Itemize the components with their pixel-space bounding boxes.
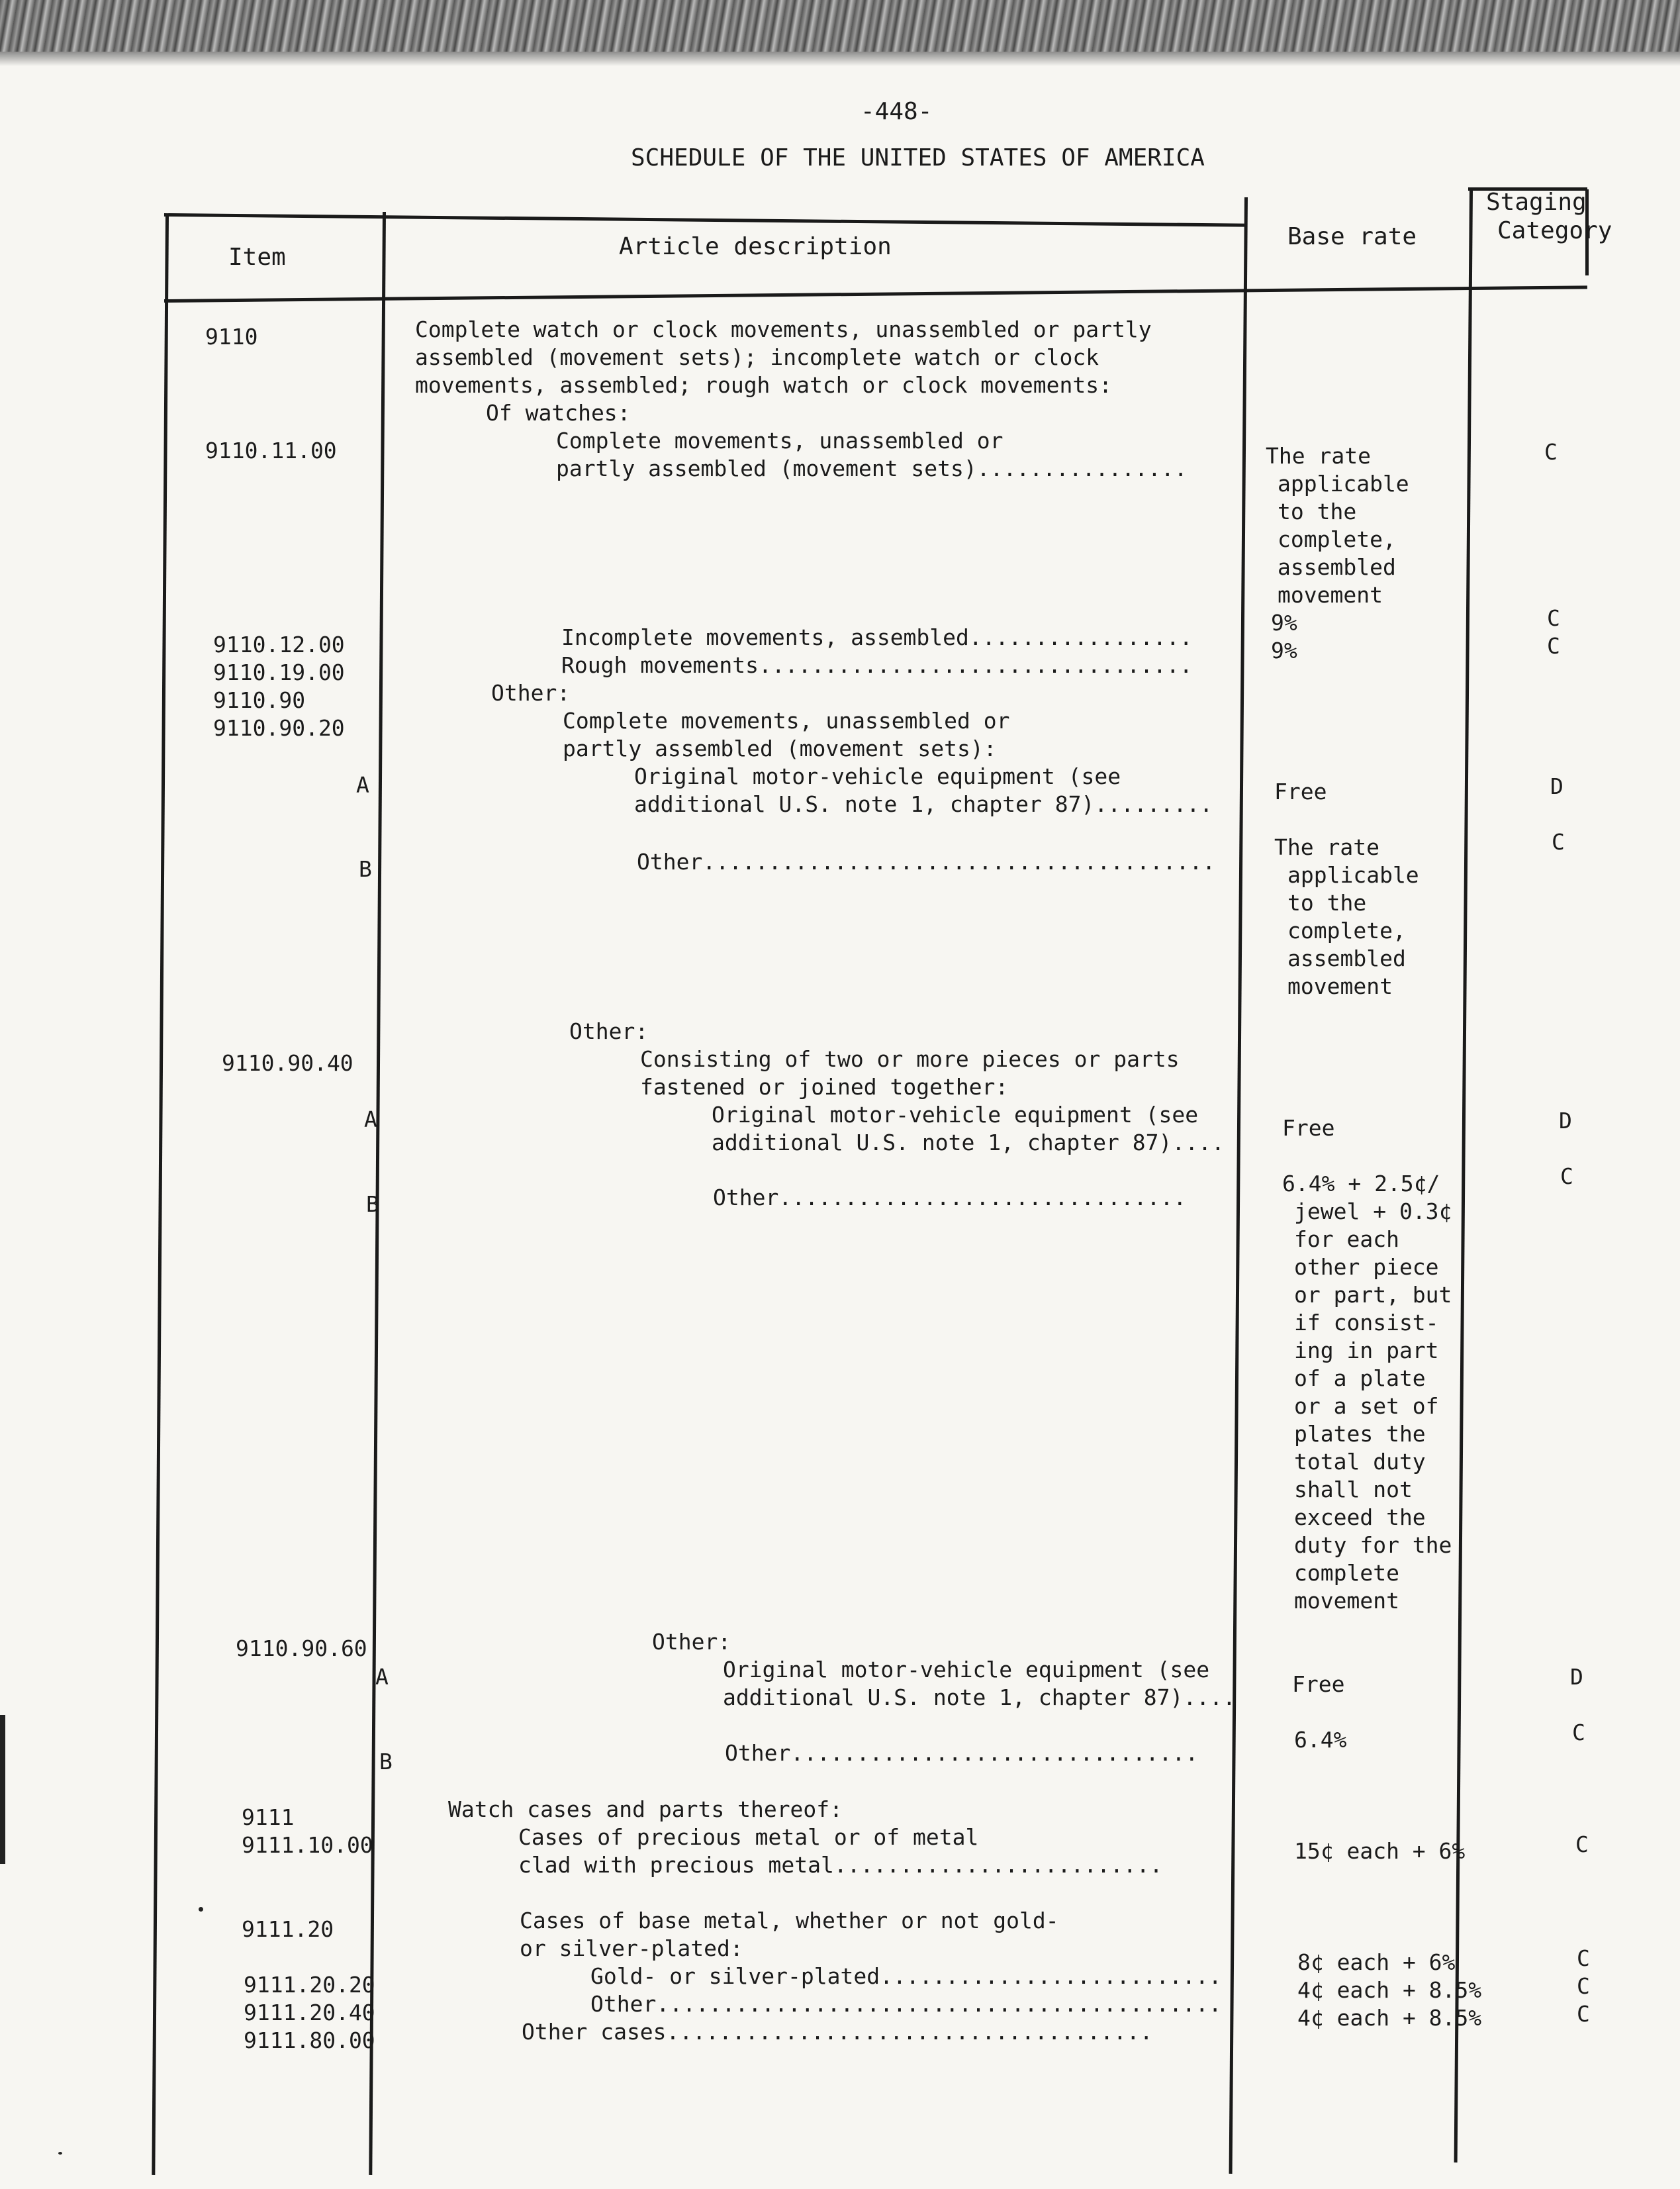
base-rate-line: jewel + 0.3¢ [1294, 1198, 1452, 1224]
base-rate-line: 6.4% [1294, 1727, 1347, 1753]
base-rate-line: 4¢ each + 8.5% [1297, 2005, 1482, 2031]
article-description-line: Cases of precious metal or of metal [518, 1824, 979, 1850]
staging-category: C [1577, 1945, 1590, 1971]
base-rate-line: complete [1294, 1560, 1399, 1586]
page-number: -448- [861, 98, 933, 125]
item-code: 9110.90.60 [236, 1635, 367, 1661]
base-rate-line: Free [1282, 1115, 1335, 1141]
article-description-line: assembled (movement sets); incomplete watch or clock [415, 344, 1099, 370]
base-rate-line: complete, [1287, 918, 1406, 944]
base-rate-line: duty for the [1294, 1532, 1452, 1558]
col-header-description: Article description [619, 233, 892, 260]
item-code: A [356, 772, 369, 798]
article-description-line: Other....................................... [637, 849, 1216, 875]
item-code: 9111.20 [242, 1916, 334, 1942]
article-description-line: Complete movements, unassembled or [563, 708, 1010, 734]
article-description-line: Other............................... [713, 1185, 1187, 1210]
article-description-line: partly assembled (movement sets): [563, 736, 997, 761]
staging-category: C [1547, 633, 1560, 659]
item-code: A [375, 1664, 389, 1690]
column-rule-1 [152, 215, 169, 2175]
item-code: 9111.10.00 [242, 1832, 373, 1858]
base-rate-line: or a set of [1294, 1393, 1439, 1419]
item-code: 9110 [205, 324, 258, 350]
staging-category: D [1559, 1108, 1572, 1134]
base-rate-line: 4¢ each + 8.5% [1297, 1977, 1482, 2003]
article-description-line: Complete watch or clock movements, unassembled or partly [415, 316, 1152, 342]
base-rate-line: movement [1287, 973, 1393, 999]
base-rate-line: for each [1294, 1226, 1399, 1252]
staging-category: C [1547, 605, 1560, 631]
article-description-line: Complete movements, unassembled or [556, 428, 1003, 454]
col-header-staging: Staging [1486, 189, 1587, 216]
item-code: 9110.12.00 [213, 632, 345, 657]
article-description-line: additional U.S. note 1, chapter 87).... [712, 1130, 1225, 1155]
article-description-line: Cases of base metal, whether or not gold- [520, 1908, 1059, 1933]
base-rate-line: movement [1278, 582, 1383, 608]
base-rate-line: The rate [1274, 834, 1379, 860]
staging-category: C [1575, 1831, 1589, 1857]
base-rate-line: to the [1287, 890, 1367, 916]
article-description-line: Of watches: [486, 400, 631, 426]
article-description-line: Original motor-vehicle equipment (see [634, 763, 1121, 789]
base-rate-line: 9% [1271, 610, 1297, 636]
page-title: SCHEDULE OF THE UNITED STATES OF AMERICA [631, 144, 1205, 171]
article-description-line: Other........................................... [590, 1991, 1222, 2017]
article-description-line: fastened or joined together: [640, 1074, 1009, 1100]
base-rate-line: 6.4% + 2.5¢/ [1282, 1171, 1440, 1196]
article-description-line: Other............................... [725, 1740, 1199, 1766]
base-rate-line: to the [1278, 499, 1357, 524]
item-code: 9110.90.20 [213, 715, 345, 741]
item-code: B [366, 1191, 379, 1217]
base-rate-line: other piece [1294, 1254, 1439, 1280]
col-header-item: Item [228, 244, 286, 271]
column-rule-3 [1229, 197, 1248, 2174]
staging-category: D [1550, 773, 1563, 799]
item-code: 9110.19.00 [213, 659, 345, 685]
base-rate-line: of a plate [1294, 1365, 1426, 1391]
base-rate-line: 9% [1271, 638, 1297, 663]
col-header-category: Category [1497, 217, 1612, 244]
base-rate-line: or part, but [1294, 1282, 1452, 1308]
item-code: B [359, 856, 372, 882]
base-rate-line: applicable [1287, 862, 1419, 888]
staging-category: C [1560, 1163, 1573, 1189]
staging-category: C [1544, 439, 1558, 465]
article-description-line: Rough movements................................. [561, 652, 1193, 678]
base-rate-line: exceed the [1294, 1504, 1426, 1530]
base-rate-line: if consist- [1294, 1310, 1439, 1336]
article-description-line: Other: [652, 1629, 731, 1655]
base-rate-line: 15¢ each + 6% [1294, 1838, 1466, 1864]
article-description-line: Other cases..................................... [522, 2019, 1153, 2045]
article-description-line: Other: [491, 680, 571, 706]
base-rate-line: total duty [1294, 1449, 1426, 1475]
item-code: 9110.90 [213, 687, 306, 713]
col-header-base-rate: Base rate [1287, 223, 1417, 250]
base-rate-line: plates the [1294, 1421, 1426, 1447]
item-code: 9111 [242, 1804, 295, 1830]
base-rate-line: applicable [1278, 471, 1409, 497]
article-description-line: clad with precious metal......................... [518, 1852, 1163, 1878]
table-top-rule-left [164, 213, 1244, 227]
base-rate-line: assembled [1278, 554, 1396, 580]
item-code: A [364, 1106, 377, 1132]
staging-category: D [1570, 1664, 1583, 1690]
article-description-line: Other: [569, 1018, 649, 1044]
staging-category: C [1572, 1720, 1585, 1745]
base-rate-line: The rate [1266, 443, 1371, 469]
article-description-line: or silver-plated: [520, 1935, 743, 1961]
base-rate-line: ing in part [1294, 1338, 1439, 1363]
base-rate-line: Free [1292, 1671, 1345, 1697]
base-rate-line: shall not [1294, 1477, 1413, 1502]
base-rate-line: 8¢ each + 6% [1297, 1949, 1456, 1975]
staging-category: C [1552, 829, 1565, 855]
article-description-line: Gold- or silver-plated.......................... [590, 1963, 1222, 1989]
stray-mark [58, 2152, 62, 2155]
table-header-rule [164, 285, 1587, 303]
base-rate-line: Free [1274, 779, 1327, 804]
staging-category: C [1577, 2001, 1590, 2027]
article-description-line: additional U.S. note 1, chapter 87).... [723, 1684, 1236, 1710]
item-code: 9111.80.00 [244, 2027, 375, 2053]
article-description-line: Original motor-vehicle equipment (see [712, 1102, 1199, 1128]
base-rate-line: movement [1294, 1588, 1399, 1614]
scan-mark [0, 1715, 5, 1864]
article-description-line: partly assembled (movement sets)................ [556, 456, 1188, 481]
base-rate-line: assembled [1287, 946, 1406, 971]
article-description-line: additional U.S. note 1, chapter 87)......... [634, 791, 1213, 817]
stray-mark [199, 1907, 203, 1912]
article-description-line: Consisting of two or more pieces or parts [640, 1046, 1180, 1072]
item-code: 9111.20.40 [244, 2000, 375, 2025]
staging-category: C [1577, 1973, 1590, 1999]
item-code: B [379, 1749, 393, 1775]
article-description-line: Watch cases and parts thereof: [448, 1796, 843, 1822]
scan-edge [0, 0, 1680, 52]
column-rule-4 [1454, 189, 1473, 2163]
article-description-line: movements, assembled; rough watch or clock movements: [415, 372, 1112, 398]
article-description-line: Incomplete movements, assembled................. [561, 624, 1193, 650]
item-code: 9110.90.40 [222, 1050, 353, 1076]
item-code: 9111.20.20 [244, 1972, 375, 1998]
article-description-line: Original motor-vehicle equipment (see [723, 1657, 1210, 1682]
base-rate-line: complete, [1278, 526, 1396, 552]
item-code: 9110.11.00 [205, 438, 337, 463]
